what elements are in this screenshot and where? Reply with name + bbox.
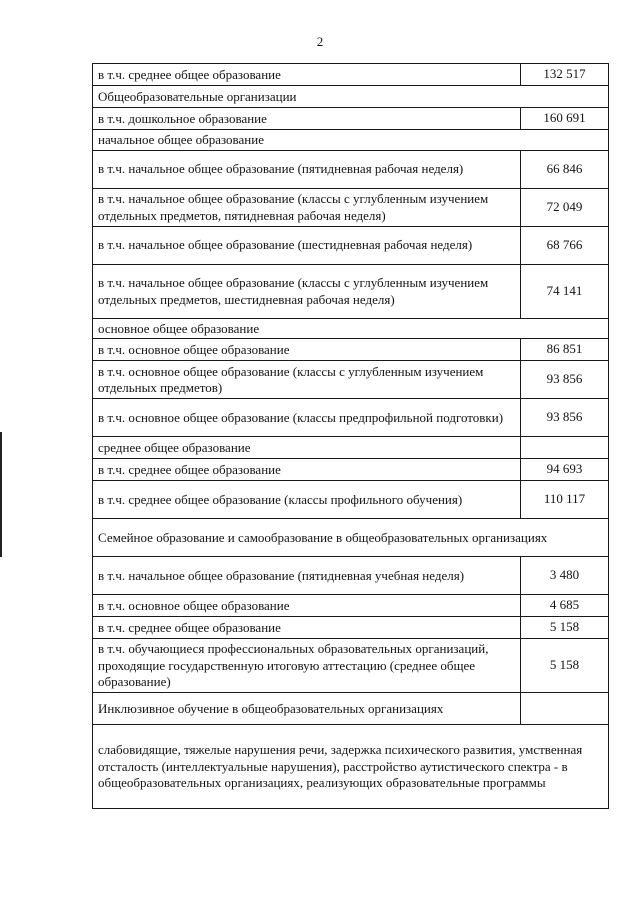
table-row <box>93 519 609 557</box>
table-row <box>93 399 609 437</box>
row-label: в т.ч. среднее общее образование <box>93 64 521 86</box>
row-value: 72 049 <box>521 188 609 226</box>
row-label: в т.ч. начальное общее образование (пятидневная учебная неделя) <box>93 557 521 595</box>
row-label: в т.ч. начальное общее образование (классы с углубленным изучением отдельных предметов, шестидневная рабочая неделя) <box>93 264 521 318</box>
cost-table <box>92 63 609 809</box>
row-value: 86 851 <box>521 339 609 361</box>
row-value: 3 480 <box>521 557 609 595</box>
table-row <box>93 318 609 339</box>
row-value: 4 685 <box>521 595 609 617</box>
row-value: 110 117 <box>521 481 609 519</box>
table-row <box>93 108 609 130</box>
row-value: 74 141 <box>521 264 609 318</box>
row-label: в т.ч. среднее общее образование <box>93 459 521 481</box>
row-label: среднее общее образование <box>93 437 521 459</box>
row-value: 5 158 <box>521 639 609 693</box>
row-label: Семейное образование и самообразование в общеобразовательных организациях <box>93 519 609 557</box>
row-label: начальное общее образование <box>93 130 609 151</box>
table-row <box>93 339 609 361</box>
table-row <box>93 595 609 617</box>
table-row <box>93 693 609 725</box>
table-row <box>93 264 609 318</box>
row-label: слабовидящие, тяжелые нарушения речи, задержка психического развития, умственная отсталость (интеллектуальные нарушения), расстройство аутистического спектра - в общеобразовательных организациях, реализующих образовательные программы <box>93 725 609 809</box>
row-value: 93 856 <box>521 399 609 437</box>
row-label: в т.ч. основное общее образование <box>93 595 521 617</box>
row-label: в т.ч. дошкольное образование <box>93 108 521 130</box>
table-row <box>93 557 609 595</box>
table-row <box>93 130 609 151</box>
row-label: в т.ч. начальное общее образование (пятидневная рабочая неделя) <box>93 150 521 188</box>
row-value: 66 846 <box>521 150 609 188</box>
table-row <box>93 725 609 809</box>
table-row <box>93 188 609 226</box>
table-row <box>93 86 609 108</box>
row-value <box>521 437 609 459</box>
table-row <box>93 481 609 519</box>
row-label: Общеобразовательные организации <box>93 86 609 108</box>
table-row <box>93 437 609 459</box>
table-row <box>93 639 609 693</box>
row-label: в т.ч. обучающиеся профессиональных образовательных организаций, проходящие государственную итоговую аттестацию (среднее общее образование) <box>93 639 521 693</box>
table-row <box>93 226 609 264</box>
row-label: в т.ч. среднее общее образование (классы профильного обучения) <box>93 481 521 519</box>
table-row <box>93 64 609 86</box>
row-value: 68 766 <box>521 226 609 264</box>
row-value <box>521 693 609 725</box>
table-row <box>93 617 609 639</box>
table-row <box>93 361 609 399</box>
row-label: в т.ч. основное общее образование <box>93 339 521 361</box>
row-label: основное общее образование <box>93 318 609 339</box>
cost-table-body <box>93 64 609 809</box>
row-label: Инклюзивное обучение в общеобразовательных организациях <box>93 693 521 725</box>
row-label: в т.ч. начальное общее образование (шестидневная рабочая неделя) <box>93 226 521 264</box>
row-label: в т.ч. основное общее образование (классы с углубленным изучением отдельных предметов) <box>93 361 521 399</box>
binding-mark <box>0 432 2 557</box>
row-value: 132 517 <box>521 64 609 86</box>
row-value: 5 158 <box>521 617 609 639</box>
table-row <box>93 150 609 188</box>
row-value: 94 693 <box>521 459 609 481</box>
page-number: 2 <box>316 34 324 49</box>
row-value: 160 691 <box>521 108 609 130</box>
row-value: 93 856 <box>521 361 609 399</box>
row-label: в т.ч. основное общее образование (классы предпрофильной подготовки) <box>93 399 521 437</box>
row-label: в т.ч. среднее общее образование <box>93 617 521 639</box>
table-row <box>93 459 609 481</box>
row-label: в т.ч. начальное общее образование (классы с углубленным изучением отдельных предметов, пятидневная рабочая неделя) <box>93 188 521 226</box>
